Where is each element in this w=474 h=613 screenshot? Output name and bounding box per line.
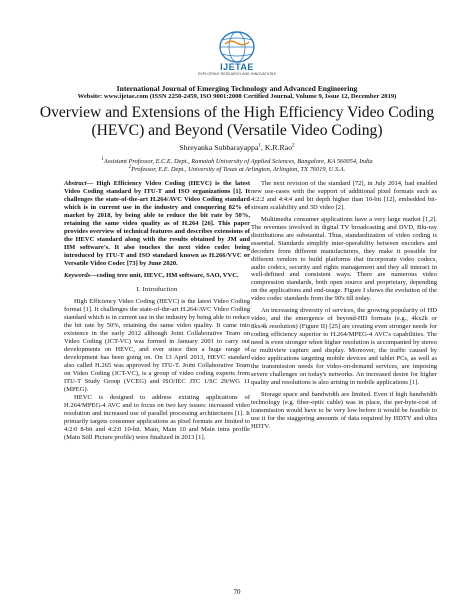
right-paragraph-1: The next revision of the standard [72], in July 2014, had enabled new use-cases with the support of additional pixel formats such as 4:2:2 and 4:4:4 and bit depth higher than 10-bit [12], embedded bit-stream scalability and 3D video [2].: [251, 180, 437, 211]
affiliation-1-text: Assistant Professor, E.C.E. Dept., Ramaiah University of Applied Sciences, Bangalore, KA 560054, India: [103, 158, 373, 166]
keywords: [64, 272, 250, 280]
abstract-text: High Efficiency Video Coding (HEVC) is the latest Video Coding standard by ITU-T and ISO organizations [1]. It challenges the state-of-the-art H.264/AVC Video Coding standard which is in current use in the industry and conquering 82% of market by 2018, by being able to reduce the bit rate by 50%, retaining the same video quality as of H.264 [26]. This paper provides overview of technical features and describes extensions of the HEVC standard along with the results obtained by JM and HM software's. It also touches the next video codec being introduced by ITU-T and ISO standard known as H.266/VVC or Versatile Video Codec [73] by June 2020.: [64, 180, 251, 267]
abstract-dash: —: [86, 180, 97, 187]
author-2-sup: 2: [292, 143, 295, 149]
left-column: [64, 180, 250, 442]
author-1: Shreyanka Subbarayappa: [179, 143, 259, 152]
keywords-label: Keywords: [64, 272, 91, 280]
abstract-label: Abstract: [64, 180, 87, 187]
affiliation-2-text: Professor, E.E. Dept., University of Texas at Arlington, Arlington, TX 76019, U.S.A.: [131, 166, 346, 174]
logo-tagline: EXPLORING RESEARCH AND INNOVATIONS: [197, 72, 277, 76]
logo-name: IJETAE: [220, 62, 254, 72]
keywords-text: coding tree unit, HEVC, HM software, SAO, VVC.: [96, 272, 239, 280]
right-paragraph-2: Multimedia consumer applications have a very large market [1,2]. The revenues involved in digital TV broadcasting and DVD, Blu-ray distributions are substantial. Thus, standardization of video coding is essential. Standards simplify inter-operability between encoders and decoders from different manufacturers, they make it possible for different vendors to build platforms that incorporate video codecs, audio codecs, security and rights management and they all interact in well-defined and consistent ways. There are numerous video compression standards, both open source and proprietary, depending on the applications and end-usage. Figure I shows the evolution of the video codec standards from the 90's till today.: [251, 215, 437, 303]
paper-title: [10, 104, 464, 140]
author-2: K.R.Rao: [264, 143, 293, 152]
author-1-sup: 1: [258, 143, 261, 149]
affiliation-1-sup: 1: [101, 157, 104, 162]
intro-paragraph-1: High Efficiency Video Coding (HEVC) is the latest Video Coding format [1]. It challenges the state-of-the-art H.264/AVC Video Coding standard which is in current use in the industry by being able to reduce the bit rate by 50%, retaining the same video quality. It came into existence in the early 2012 although Joint Collaborative Team on Video Coding (JCT-VC) was formed in January 2001 to carry out developments on HEVC, and ever since then a huge range of development has been going on. On 13 April 2013, HEVC standard also called H.265 was approved by ITU-T. Joint Collaborative Team on Video Coding (JCT-VC), is a group of video coding experts from ITU-T Study Group (VCEG) and ISO/IEC JTC 1/SC 29/WG 11 (MPEG).: [64, 298, 250, 393]
abstract: [64, 180, 250, 267]
title-line-2: (HEVC) and Beyond (Versatile Video Coding): [91, 122, 383, 139]
intro-paragraph-2: HEVC is designed to address existing applications of H.264/MPEG-4 AVC and to focus on two key issues: increased video resolution and increased use of parallel processing architectures [1]. It primarily targets consumer applications as pixel formats are limited to 4:2:0 8-bit and 4:2:0 10-bit. Main, Main 10 and Main intra profile (Main Still Picture profile) were finalized in 2013 [1].: [64, 393, 250, 441]
journal-logo: [0, 30, 474, 82]
journal-website-line: Website: www.ijetae.com (ISSN 2250-2459, ISO 9001:2008 Certified Journal, Volume 9, Issue 12, December 2019): [77, 93, 397, 100]
right-paragraph-3: An increasing diversity of services, the growing popularity of HD video, and the emergence of beyond-HD formats (e.g., 4kx2k or 8kx4k resolution) (Figure II) [25] are creating even stronger needs for coding efficiency superior to H.264/MPEG-4 AVC's capabilities. The need is even stronger when higher resolution is accompanied by stereo or multiview capture and display. Moreover, the traffic caused by video applications targeting mobile devices and tablet PCs, as well as the transmission needs for video-on-demand services, are imposing severe challenges on today's networks. An increased desire for higher quality and resolutions is also arising in mobile applications [1].: [251, 307, 437, 386]
author-separator: ,: [260, 143, 265, 152]
affiliation-2: [20, 164, 454, 174]
journal-name: International Journal of Emerging Technology and Advanced Engineering: [116, 84, 358, 93]
title-line-1: Overview and Extensions of the High Efficiency Video Coding: [39, 104, 435, 121]
affiliation-2-sup: 2: [128, 165, 132, 170]
keywords-dash: —: [90, 272, 97, 280]
page-number: 70: [233, 588, 241, 596]
globe-icon: [217, 30, 257, 64]
section-heading-introduction: I. Introduction: [136, 286, 178, 294]
author-list: [20, 143, 454, 152]
right-paragraph-4: Storage space and bandwidth are limited. Even if high bandwidth technology (e.g. fiber-optic cable) was in place, the per-byte-cost of transmission would have to be very low before it would be feasible to use it for the staggering amounts of data required by HDTV and ultra HDTV.: [251, 390, 437, 430]
right-column: [251, 180, 437, 431]
